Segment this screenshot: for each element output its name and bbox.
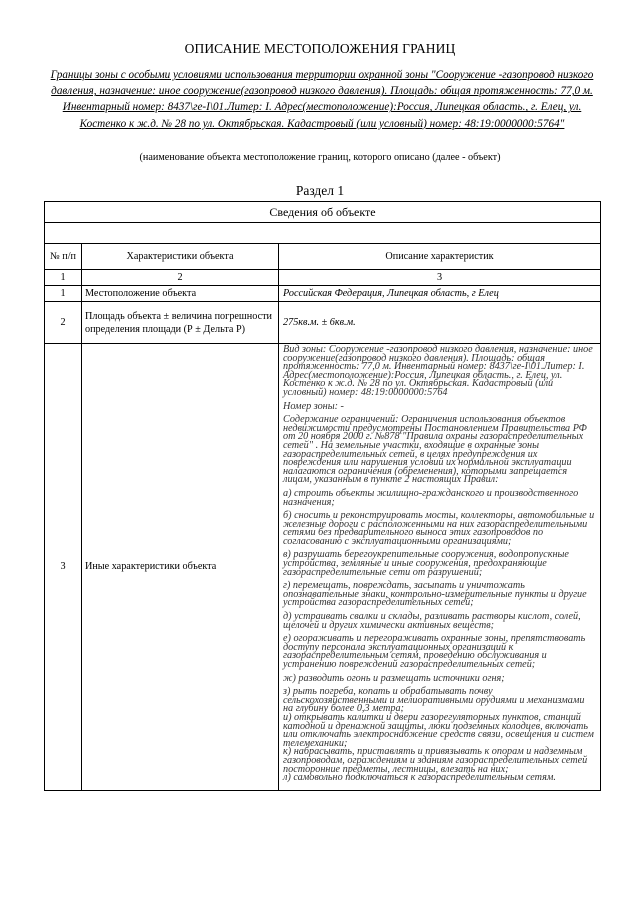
col-number-2: 2 [82, 270, 279, 286]
row-description: Российская Федерация, Липецкая область, г Елец [279, 286, 601, 302]
zone-type-paragraph: Вид зоны: Сооружение -газопровод низкого давления, назначение: иное сооружение(газопровод низкого давления). Площадь: общая протяженность: 77,0 м. Инвентарный номер: 8437\ге-I\01.Литер: I. Адрес(местоположение):Россия, Липецкая область., г. Елец, ул. Костенко к ж.д. № 28 по ул. Октябрьская. Кадастровый (или условный) номер: 48:19:0000000:5764 [283, 344, 593, 398]
object-info-table [44, 201, 601, 791]
row-number: 2 [45, 302, 82, 344]
table-title: Сведения об объекте [45, 202, 601, 223]
row-characteristic: Площадь объекта ± величина погрешности определения площади (Р ± Дельта Р) [82, 302, 279, 344]
restriction-item-zh: ж) разводить огонь и размещать источники огня; [283, 672, 505, 684]
table-header-row [45, 244, 601, 270]
col-number-3: 3 [279, 270, 601, 286]
table-empty-row [45, 223, 601, 244]
table-row [45, 344, 601, 791]
row-characteristic: Иные характеристики объекта [82, 344, 279, 791]
row-number: 1 [45, 286, 82, 302]
header-num: № п/п [45, 244, 82, 270]
zone-number-paragraph: Номер зоны: - [283, 400, 344, 412]
restriction-item-b: б) сносить и реконструировать мосты, коллекторы, автомобильные и железные дороги с расположенными на них газораспределительными сетями без предварительного выноса этих газопроводов по согласованию с эксплуатационными организациями; [283, 510, 595, 547]
restriction-item-v: в) разрушать берегоукрепительные сооружения, водопропускные устройства, земляные и иные сооружения, предохраняющие газораспределительные сети от разрушений; [283, 549, 569, 578]
object-description: Границы зоны с особыми условиями использования территории охранной зоны "Сооружение -газопровод низкого давления, назначение: иное сооружение(газопровод низкого давления). Площадь: общая протяженность: 77,0 м. Инвентарный номер: 8437\ге-I\01.Литер: I. Адрес(местоположение):Россия, Липецкая область., г. Елец, ул. Костенко к ж.д. № 28 по ул. Октябрьская. Кадастровый (или условный) номер: 48:19:0000000:5764" [50, 69, 594, 130]
row-description: 275кв.м. ± 6кв.м. [279, 302, 601, 344]
restriction-item-g: г) перемещать, повреждать, засыпать и уничтожать опознавательные знаки, контрольно-измерительные пункты и другие устройства газораспределительных сетей; [283, 580, 587, 609]
table-row [45, 286, 601, 302]
section-title: Раздел 1 [295, 183, 345, 198]
table-row [45, 302, 601, 344]
restriction-item-a: а) строить объекты жилищно-гражданского и производственного назначения; [283, 487, 579, 508]
restriction-item-e: е) огораживать и перегораживать охранные зоны, препятствовать доступу персонала эксплуатационных организаций к газораспределительным сетям, проведению обслуживания и устранению повреждений газораспределительных сетей; [283, 633, 586, 670]
table-title-row [45, 202, 601, 223]
other-characteristics-text [279, 344, 601, 791]
row-characteristic: Местоположение объекта [82, 286, 279, 302]
document-title: ОПИСАНИЕ МЕСТОПОЛОЖЕНИЯ ГРАНИЦ [184, 41, 456, 56]
table-column-numbers-row [45, 270, 601, 286]
object-caption: (наименование объекта местоположение границ, которого описано (далее - объект) [139, 152, 501, 163]
restrictions-paragraph: Содержание ограничений: Ограничения использования объектов недвижимости предусмотрены Постановлением Правительства РФ от 20 ноября 2000 г. №878 "Правила охраны газораспределительных сетей" . На земельные участки, входящие в охранные зоны газораспределительных сетей, в целях предупреждения их повреждения или нарушения условий их нормальной эксплуатации налагаются ограничения (обременения), которыми запрещается лицам, указанным в пункте 2 настоящих Правил: [283, 414, 587, 486]
restriction-item-d: д) устраивать свалки и склады, разливать растворы кислот, солей, щелочей и других химически активных веществ; [283, 611, 581, 631]
restriction-items-z-l: з) рыть погреба, копать и обрабатывать почву сельскохозяйственными и мелиоративными орудиями и механизмами на глубину более 0,3 метра; и) открывать калитки и двери газорегуляторных пунктов, станций катодной и дренажной защиты, люки подземных колодцев, включать или отключать электроснабжение средств связи, освещения и систем телемеханики; к) набрасывать, приставлять и привязывать к опорам и надземным газопроводам, ограждениям и зданиям газораспределительных сетей посторонние предметы, лестницы, влезать на них; л) самовольно подключаться к газораспределительным сетям. [283, 686, 594, 784]
col-number-1: 1 [45, 270, 82, 286]
header-characteristic: Характеристики объекта [82, 244, 279, 270]
row-number: 3 [45, 344, 82, 791]
header-description: Описание характеристик [279, 244, 601, 270]
